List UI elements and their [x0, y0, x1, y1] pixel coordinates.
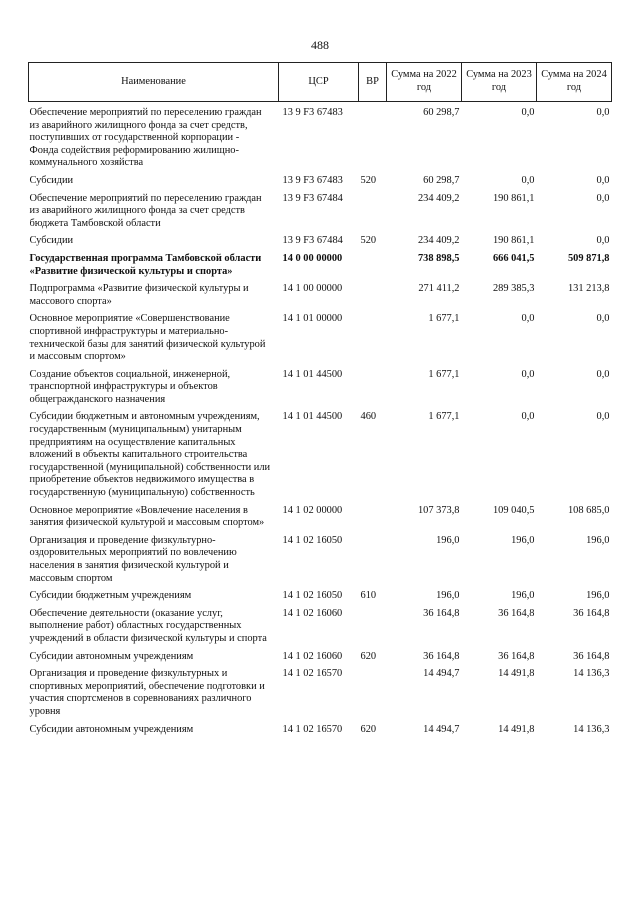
cell-sum-2024: 0,0 — [596, 235, 610, 247]
table-row — [29, 505, 612, 535]
cell-vr — [359, 668, 387, 723]
cell-csr: 13 9 F3 67484 — [282, 235, 343, 247]
table-row — [29, 411, 612, 504]
cell-name: Организация и проведение физкультурно-оздоровительных мероприятий по вовлечению населения в занятия физической культурой и массовым спортом — [29, 534, 237, 584]
cell-sum-2024: 0,0 — [596, 107, 610, 118]
cell-sum-2024: 196,0 — [586, 534, 610, 546]
cell-name: Субсидии автономным учреждениям — [29, 723, 194, 735]
cell-sum-2022: 60 298,7 — [423, 174, 460, 186]
table-row — [29, 102, 612, 175]
header-sum-2024: Сумма на 2024 год — [537, 63, 612, 102]
cell-sum-2024: 0,0 — [596, 313, 610, 325]
cell-sum-2022: 1 677,1 — [428, 368, 460, 380]
cell-sum-2023: 14 491,8 — [498, 668, 535, 680]
cell-sum-2022: 271 411,2 — [418, 283, 460, 295]
cell-sum-2023: 0,0 — [521, 368, 535, 380]
table-row — [29, 235, 612, 253]
table-row — [29, 253, 612, 283]
table-row — [29, 283, 612, 313]
cell-vr: 520 — [360, 235, 377, 247]
page-number: 488 — [311, 38, 329, 52]
cell-csr: 14 1 02 16050 — [282, 534, 343, 546]
cell-sum-2023: 190 861,1 — [492, 235, 535, 247]
table-header-row — [29, 63, 612, 102]
table-row — [29, 313, 612, 368]
cell-sum-2024: 36 164,8 — [573, 607, 610, 619]
cell-vr — [359, 283, 387, 313]
cell-vr — [359, 369, 387, 412]
cell-csr: 14 1 01 44500 — [282, 368, 343, 380]
table-row — [29, 608, 612, 651]
cell-sum-2022: 107 373,8 — [417, 504, 460, 516]
cell-sum-2024: 0,0 — [596, 192, 610, 204]
cell-vr — [359, 313, 387, 368]
cell-vr: 620 — [360, 723, 377, 735]
cell-sum-2023: 36 164,8 — [498, 650, 535, 662]
cell-sum-2024: 131 213,8 — [567, 283, 610, 295]
cell-name: Субсидии автономным учреждениям — [29, 650, 194, 662]
cell-csr: 13 9 F3 67484 — [282, 192, 343, 204]
cell-csr: 14 1 02 16570 — [282, 723, 343, 735]
cell-vr — [359, 102, 387, 175]
header-name: Наименование — [29, 63, 279, 102]
cell-sum-2022: 60 298,7 — [423, 107, 460, 118]
cell-sum-2022: 234 409,2 — [417, 235, 460, 247]
cell-sum-2022: 196,0 — [436, 590, 460, 602]
cell-name: Основное мероприятие «Совершенствование спортивной инфраструктуры и материально-технической базы для занятий физической культурой и массовым спортом» — [29, 313, 266, 363]
cell-sum-2024: 0,0 — [596, 411, 610, 423]
cell-vr: 520 — [360, 174, 377, 186]
cell-csr: 14 1 02 16050 — [282, 590, 343, 602]
cell-name: Основное мероприятие «Вовлечение населения в занятия физической культурой и массовым спортом» — [29, 504, 265, 529]
cell-csr: 14 1 02 00000 — [282, 504, 343, 516]
cell-sum-2022: 234 409,2 — [417, 192, 460, 204]
cell-name: Субсидии бюджетным и автономным учреждениям, государственным (муниципальным) унитарным предприятиям на осуществление капитальных вложений в объекты капитального строительства государственной (муниципальной) собственности или приобретение объектов недвижимого имущества в государственную (муниципальную) собственность — [29, 411, 271, 499]
cell-sum-2023: 666 041,5 — [492, 252, 535, 264]
cell-sum-2024: 14 136,3 — [573, 723, 610, 735]
cell-vr: 620 — [360, 650, 377, 662]
cell-sum-2023: 0,0 — [521, 411, 535, 423]
cell-sum-2023: 190 861,1 — [492, 192, 535, 204]
cell-sum-2022: 738 898,5 — [417, 252, 460, 264]
cell-sum-2024: 36 164,8 — [573, 650, 610, 662]
cell-sum-2022: 1 677,1 — [428, 411, 460, 423]
cell-name: Организация и проведение физкультурных и спортивных мероприятий, обеспечение подготовки и участия спортсменов в соревнованиях различного уровня — [29, 668, 265, 717]
cell-sum-2022: 1 677,1 — [428, 313, 460, 325]
cell-sum-2024: 509 871,8 — [567, 252, 610, 264]
cell-name: Обеспечение мероприятий по переселению граждан из аварийного жилищного фонда за счет средств бюджета Тамбовской области — [29, 192, 262, 229]
cell-sum-2023: 109 040,5 — [492, 504, 535, 516]
table-row — [29, 590, 612, 608]
cell-sum-2023: 0,0 — [521, 313, 535, 325]
cell-sum-2022: 14 494,7 — [423, 668, 460, 680]
header-sum-2022: Сумма на 2022 год — [387, 63, 462, 102]
table-row — [29, 535, 612, 590]
cell-csr: 14 1 00 00000 — [282, 283, 343, 295]
table-row — [29, 193, 612, 236]
cell-sum-2023: 0,0 — [521, 174, 535, 186]
cell-vr — [359, 608, 387, 651]
cell-csr: 14 1 02 16570 — [282, 668, 343, 680]
table-row — [29, 668, 612, 723]
budget-table — [28, 62, 612, 741]
cell-vr: 460 — [360, 411, 377, 423]
cell-name: Обеспечение мероприятий по переселению граждан из аварийного жилищного фонда за счет средств, поступивших от государственной корпорации - Фонда содействия реформированию жилищно-коммунального хозяйства — [29, 107, 262, 169]
cell-csr: 14 1 02 16060 — [282, 607, 343, 619]
table-row — [29, 175, 612, 193]
cell-vr — [359, 193, 387, 236]
cell-sum-2023: 14 491,8 — [498, 723, 535, 735]
cell-name: Создание объектов социальной, инженерной, транспортной инфраструктуры и объектов общегражданского назначения — [29, 368, 231, 405]
cell-sum-2024: 108 685,0 — [567, 504, 610, 516]
cell-name: Подпрограмма «Развитие физической культуры и массового спорта» — [29, 283, 249, 307]
cell-csr: 14 1 01 00000 — [282, 313, 343, 325]
table-row — [29, 724, 612, 742]
table-body — [29, 102, 612, 742]
cell-vr — [359, 505, 387, 535]
cell-csr: 14 1 02 16060 — [282, 650, 343, 662]
cell-name: Субсидии — [29, 235, 74, 247]
header-csr: ЦСР — [279, 63, 359, 102]
cell-vr: 610 — [360, 590, 377, 602]
cell-csr: 13 9 F3 67483 — [282, 174, 343, 186]
cell-name: Субсидии — [29, 174, 74, 186]
cell-vr — [359, 253, 387, 283]
cell-sum-2023: 196,0 — [511, 590, 535, 602]
cell-csr: 14 1 01 44500 — [282, 411, 343, 423]
cell-sum-2022: 196,0 — [436, 534, 460, 546]
cell-sum-2024: 196,0 — [586, 590, 610, 602]
cell-csr: 13 9 F3 67483 — [282, 107, 343, 118]
cell-sum-2022: 36 164,8 — [423, 650, 460, 662]
cell-sum-2024: 0,0 — [596, 174, 610, 186]
cell-sum-2023: 289 385,3 — [492, 283, 535, 295]
table-row — [29, 369, 612, 412]
header-sum-2023: Сумма на 2023 год — [462, 63, 537, 102]
table-row — [29, 651, 612, 669]
cell-sum-2023: 36 164,8 — [498, 607, 535, 619]
cell-vr — [359, 535, 387, 590]
cell-sum-2022: 14 494,7 — [423, 723, 460, 735]
cell-name: Государственная программа Тамбовской области «Развитие физической культуры и спорта» — [29, 252, 262, 277]
header-vr: ВР — [359, 63, 387, 102]
cell-sum-2023: 196,0 — [511, 534, 535, 546]
cell-csr: 14 0 00 00000 — [282, 252, 343, 264]
cell-sum-2022: 36 164,8 — [423, 607, 460, 619]
cell-name: Субсидии бюджетным учреждениям — [29, 590, 192, 602]
cell-sum-2023: 0,0 — [521, 107, 535, 118]
cell-sum-2024: 14 136,3 — [573, 668, 610, 680]
cell-sum-2024: 0,0 — [596, 368, 610, 380]
cell-name: Обеспечение деятельности (оказание услуг, выполнение работ) областных государственных учреждений в области физической культуры и спорта — [29, 607, 267, 644]
